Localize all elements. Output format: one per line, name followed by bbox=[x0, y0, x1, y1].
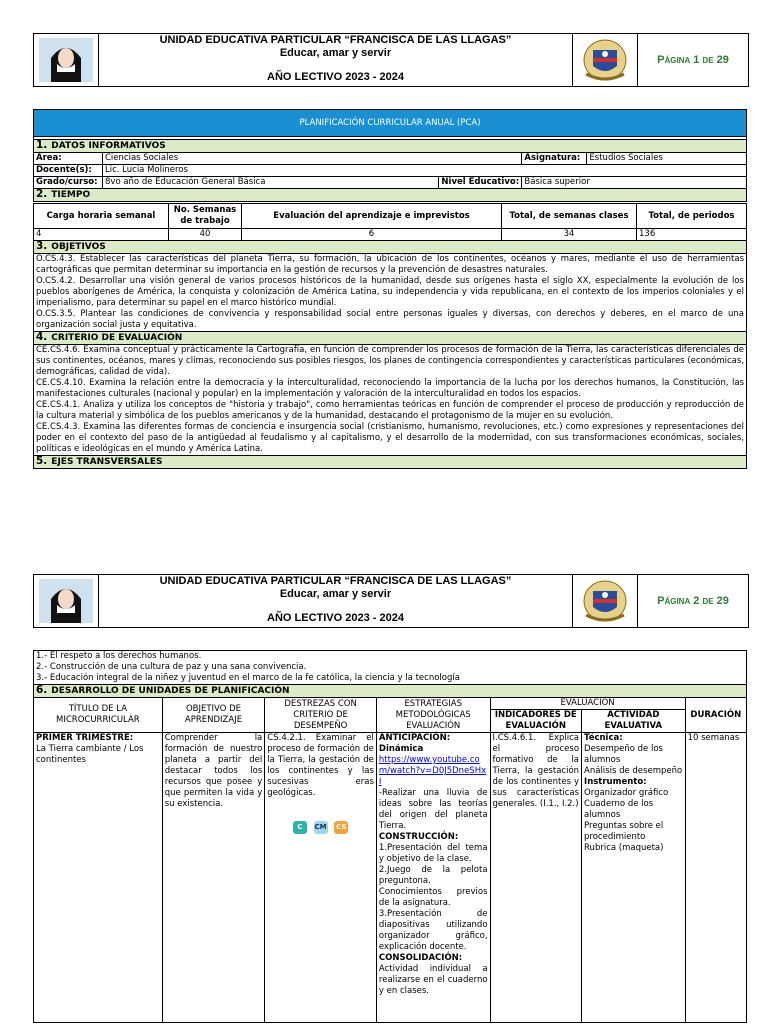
asignatura-label: Asignatura: bbox=[522, 153, 587, 165]
section-datos: 1. DATOS INFORMATIVOS bbox=[34, 140, 747, 153]
estrategia-item: 2.Juego de la pelota preguntona. bbox=[378, 865, 488, 886]
nun-portrait-logo bbox=[34, 34, 99, 86]
objetivo-item: O.CS.4.3. Establecer las características del planeta Tierra, su formación, la ubicación de los continentes, océanos y mares, mediante el uso de herramientas cartográficas que permitan determinar su importancia en la gestión de recursos y la prevención de desastres naturales. bbox=[36, 254, 744, 275]
destreza-text: CS.4.2.1. Examinar el proceso de formación de la Tierra, la gestación de los continentes y las sucesivas eras geológicas. bbox=[267, 733, 374, 798]
destreza-cell bbox=[265, 733, 377, 1023]
criterio-item: CE.CS.4.3. Examina las diferentes formas de conciencia e insurgencia social (cristianismo, humanismo, revoluciones, etc.) como expresiones y representaciones del poder en el contexto del paso de la antigüedad al feudalismo y al capitalismo, y el desarrollo de la modernidad, con sus transformaciones económicas, sociales, políticas e ideológicas en el mundo y América Latina. bbox=[36, 422, 744, 454]
tiempo-header: Carga horaria semanal bbox=[34, 204, 169, 229]
page-header-2 bbox=[33, 574, 749, 628]
instrumento-item: Organizador gráfico bbox=[584, 788, 669, 798]
school-name: UNIDAD EDUCATIVA PARTICULAR “FRANCISCA DE LAS LLAGAS” bbox=[159, 575, 512, 587]
eje-item: 1.- El respeto a los derechos humanos. bbox=[36, 651, 202, 661]
estrategia-item: Conocimientos previos de la asignatura. bbox=[378, 887, 488, 908]
eje-item: 2.- Construcción de una cultura de paz y una sana convivencia. bbox=[36, 662, 307, 672]
trimestre-label: PRIMER TRIMESTRE: bbox=[36, 733, 134, 743]
section-objetivos: 3. OBJETIVOS bbox=[34, 241, 747, 254]
asignatura-value: Estudios Sociales bbox=[587, 153, 747, 165]
section-ejes: 5. EJES TRANSVERSALES bbox=[34, 456, 747, 469]
pca-table bbox=[33, 109, 747, 202]
school-motto: Educar, amar y servir bbox=[279, 47, 392, 59]
col-duracion: DURACIÓN bbox=[685, 698, 746, 733]
actividad-cell bbox=[582, 733, 686, 1023]
col-actividad: ACTIVIDAD EVALUATIVA bbox=[582, 710, 686, 733]
grado-value: 8vo año de Educación General Básica bbox=[103, 177, 439, 189]
tiempo-value: 34 bbox=[502, 229, 637, 241]
competency-badges bbox=[267, 821, 374, 834]
criterio-item: CE.CS.4.6. Examina conceptual y prácticamente la Cartografía, en función de comprender los procesos de formación de la Tierra, las características diferenciales de sus continentes, océanos, mares y climas, reconociendo sus posibles riesgos, los planes de contingencia correspondientes y características particulares (económicas, demográficas, calidad de vida). bbox=[36, 345, 744, 377]
page-header-1 bbox=[33, 33, 749, 87]
area-label: Área: bbox=[34, 153, 103, 165]
unidad-cell bbox=[34, 733, 163, 1023]
tiempo-value: 6 bbox=[242, 229, 502, 241]
criterio-item: CE.CS.4.10. Examina la relación entre la democracia y la interculturalidad, reconociendo la importancia de la lucha por los derechos humanos, la Constitución, las manifestaciones culturales (nacional y popular) en la implementación y valoración de la interculturalidad en todos los espacios. bbox=[36, 378, 744, 399]
instrumento-label: Instrumento: bbox=[584, 777, 647, 787]
estrategia-item: 1.Presentación del tema y objetivo de la clase. bbox=[378, 843, 488, 864]
school-year: AÑO LECTIVO 2023 - 2024 bbox=[267, 71, 404, 83]
unidades-table bbox=[33, 650, 747, 1023]
col-indicadores: INDICADORES DE EVALUACIÓN bbox=[490, 710, 582, 733]
tiempo-header: Evaluación del aprendizaje e imprevistos bbox=[242, 204, 502, 229]
school-year: AÑO LECTIVO 2023 - 2024 bbox=[267, 612, 404, 624]
tiempo-header: Total, de periodos bbox=[637, 204, 747, 229]
header-titles bbox=[99, 575, 572, 627]
tiempo-value: 4 bbox=[34, 229, 169, 241]
objetivo-cell: Comprender la formación de nuestro planeta a partir del destacar todos los recursos que posee y que permiten la vida y su existencia. bbox=[162, 733, 265, 1023]
instrumento-item: Cuaderno de los alumnos bbox=[584, 799, 654, 820]
nivel-label: Nivel Educativo: bbox=[439, 177, 522, 189]
section-criterio: 4. CRITERIO DE EVALUACIÓN bbox=[34, 332, 747, 345]
docente-value: Lic. Lucia Molineros bbox=[103, 165, 747, 177]
tiempo-table bbox=[33, 203, 747, 469]
pca-title: PLANIFICACIÓN CURRICULAR ANUAL (PCA) bbox=[34, 110, 747, 137]
col-estrategias: ESTRATEGIAS METODOLÓGICAS EVALUACIÓN bbox=[376, 698, 490, 733]
nivel-value: Básica superior bbox=[522, 177, 747, 189]
area-value: Ciencias Sociales bbox=[103, 153, 522, 165]
school-motto: Educar, amar y servir bbox=[279, 588, 392, 600]
instrumento-item: Preguntas sobre el procedimiento bbox=[584, 821, 664, 842]
col-evaluacion: EVALUACIÓN bbox=[490, 698, 685, 710]
tiempo-header: No. Semanas de trabajo bbox=[169, 204, 242, 229]
duracion-cell: 10 semanas bbox=[685, 733, 746, 1023]
construccion-label: CONSTRUCCIÓN: bbox=[378, 832, 459, 842]
page-number: Página 2 de 29 bbox=[657, 595, 729, 607]
tiempo-value: 136 bbox=[637, 229, 747, 241]
objetivo-item: O.CS.3.5. Plantear las condiciones de convivencia y responsabilidad social entre personas iguales y diversas, con derechos y deberes, en el marco de una organización social justa y equitativa. bbox=[36, 309, 744, 330]
indicador-cell: I.CS.4.6.1. Explica el proceso formativo de la Tierra, la gestación de los continentes y sus características generales. (I.1., I.2.) bbox=[490, 733, 582, 1023]
objetivos-text bbox=[34, 254, 747, 332]
estrategias-cell bbox=[376, 733, 490, 1023]
col-objetivo: OBJETIVO DE APRENDIZAJE bbox=[162, 698, 265, 733]
video-link[interactable]: https://www.youtube.com/watch?v=D0J5DneSHxI bbox=[378, 755, 487, 787]
cm-badge-icon: CM bbox=[314, 821, 328, 834]
eje-item: 3.- Educación integral de la niñez y juventud en el marco de la fe católica, la ciencia y la tecnología bbox=[36, 673, 460, 683]
tecnica-item: Desempeño de los alumnos bbox=[584, 744, 663, 765]
docente-label: Docente(s): bbox=[34, 165, 103, 177]
c-badge-icon: C bbox=[293, 821, 307, 834]
nun-portrait-logo bbox=[34, 575, 99, 627]
page-number: Página 1 de 29 bbox=[657, 54, 729, 66]
section-tiempo: 2. TIEMPO bbox=[34, 189, 747, 202]
unidad-title: La Tierra cambiante / Los continentes bbox=[36, 744, 144, 765]
dinamica-label: Dinámica bbox=[378, 744, 424, 754]
school-seal-logo bbox=[572, 575, 638, 627]
estrategia-item: Actividad individual a realizarse en el cuaderno y en clases. bbox=[378, 964, 488, 996]
consolidacion-label: CONSOLIDACIÓN: bbox=[378, 953, 463, 963]
tiempo-value: 40 bbox=[169, 229, 242, 241]
header-titles bbox=[99, 34, 572, 86]
ejes-text bbox=[34, 651, 747, 685]
estrategia-item: 3.Presentación de diapositivas utilizando organizador gráfico, explicación docente. bbox=[378, 909, 488, 952]
tiempo-header: Total, de semanas clases bbox=[502, 204, 637, 229]
tecnica-label: Técnica: bbox=[584, 733, 623, 743]
objetivo-item: O.CS.4.2. Desarrollar una visión general de varios procesos históricos de la humanidad, desde sus orígenes hasta el siglo XX, especialmente la evolución de los pueblos aborígenes de América, la conquista y colonización de América Latina, su independencia y vida republicana, en el contexto de los imperios coloniales y el imperialismo, para determinar su papel en el marco histórico mundial. bbox=[36, 276, 744, 308]
cs-badge-icon: CS bbox=[334, 821, 348, 834]
anticipacion-label: ANTICIPACIÓN: bbox=[378, 733, 451, 743]
instrumento-item: Rubrica (maqueta) bbox=[584, 843, 664, 853]
col-titulo: TÍTULO DE LA MICROCURRICULAR bbox=[34, 698, 163, 733]
col-destrezas: DESTREZAS CON CRITERIO DE DESEMPEÑO bbox=[265, 698, 377, 733]
tecnica-item: Análisis de desempeño bbox=[584, 766, 683, 776]
school-name: UNIDAD EDUCATIVA PARTICULAR “FRANCISCA DE LAS LLAGAS” bbox=[159, 34, 512, 46]
section-desarrollo: 6. DESARROLLO DE UNIDADES DE PLANIFICACIÓN bbox=[34, 685, 747, 698]
criterio-item: CE.CS.4.1. Analiza y utiliza los conceptos de "historia y trabajo", como herramientas teóricas en función de comprender el proceso de producción y reproducción de la cultura material y simbólica de los pueblos americanos y de la humanidad, destacando el protagonismo de la mujer en su evolución. bbox=[36, 400, 744, 421]
school-seal-logo bbox=[572, 34, 638, 86]
grado-label: Grado/curso: bbox=[34, 177, 103, 189]
criterios-text bbox=[34, 345, 747, 456]
estrategia-item: -Realizar una lluvia de ideas sobre las teorías del origen del planeta Tierra. bbox=[378, 788, 488, 831]
